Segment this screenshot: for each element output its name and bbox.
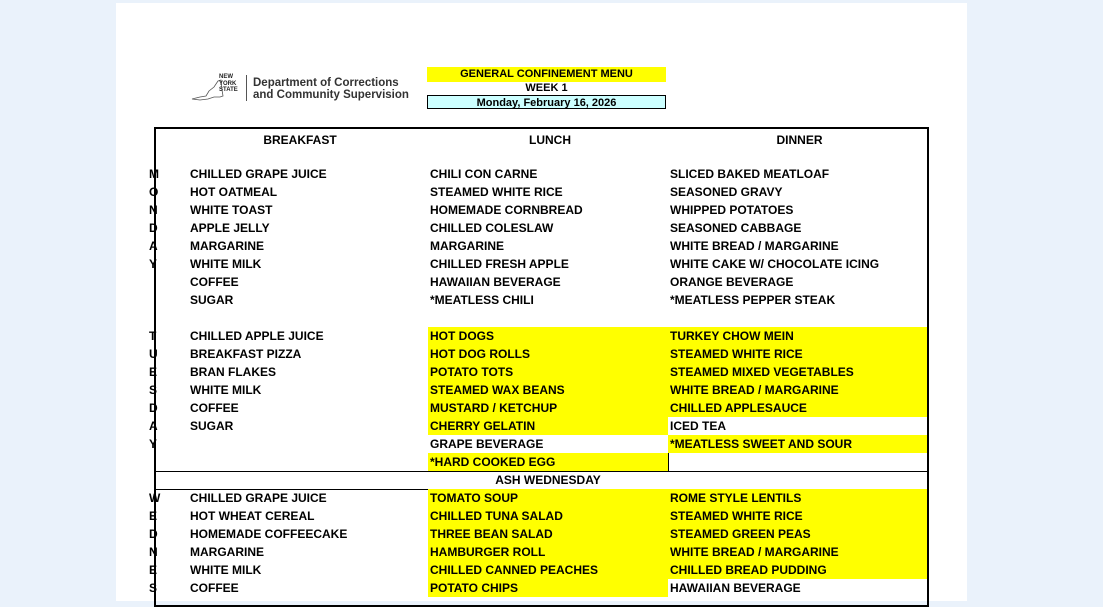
day-letter: E — [149, 365, 158, 379]
lunch-item: CHILI CON CARNE — [430, 167, 538, 181]
dinner-item: CHILLED BREAD PUDDING — [670, 563, 827, 577]
dinner-item: WHITE BREAD / MARGARINE — [670, 383, 839, 397]
day-letter: U — [149, 347, 158, 361]
day-letter: E — [149, 509, 158, 523]
lunch-item: POTATO CHIPS — [430, 581, 519, 595]
breakfast-item: WHITE TOAST — [190, 203, 273, 217]
lunch-item: TOMATO SOUP — [430, 491, 519, 505]
day-letter: S — [149, 383, 158, 397]
breakfast-item: WHITE MILK — [190, 563, 262, 577]
dinner-item: STEAMED WHITE RICE — [670, 347, 803, 361]
lunch-item: HAMBURGER ROLL — [430, 545, 546, 559]
breakfast-item: CHILLED APPLE JUICE — [190, 329, 324, 343]
lunch-item: *MEATLESS CHILI — [430, 293, 534, 307]
day-letter: A — [149, 239, 158, 253]
logo-state-text: NEW YORK STATE — [219, 74, 238, 93]
lunch-item: CHILLED COLESLAW — [430, 221, 554, 235]
lunch-item: CHILLED FRESH APPLE — [430, 257, 569, 271]
menu-table — [149, 127, 929, 607]
lunch-item: HAWAIIAN BEVERAGE — [430, 275, 561, 289]
breakfast-item: HOMEMADE COFFEECAKE — [190, 527, 348, 541]
dinner-item: STEAMED MIXED VEGETABLES — [670, 365, 854, 379]
breakfast-item: COFFEE — [190, 581, 239, 595]
dinner-item: SEASONED CABBAGE — [670, 221, 802, 235]
lunch-item: THREE BEAN SALAD — [430, 527, 553, 541]
breakfast-item: HOT WHEAT CEREAL — [190, 509, 315, 523]
dinner-item: CHILLED APPLESAUCE — [670, 401, 807, 415]
lunch-item: HOT DOGS — [430, 329, 495, 343]
dinner-item: WHIPPED POTATOES — [670, 203, 794, 217]
day-letter: W — [149, 491, 161, 505]
dinner-item: STEAMED WHITE RICE — [670, 509, 803, 523]
lunch-item: STEAMED WAX BEANS — [430, 383, 565, 397]
column-header-dinner: DINNER — [776, 133, 823, 147]
day-letter: D — [149, 527, 158, 541]
dinner-item: WHITE BREAD / MARGARINE — [670, 239, 839, 253]
dept-logo — [190, 73, 415, 107]
menu-date: Monday, February 16, 2026 — [427, 95, 666, 109]
breakfast-item: HOT OATMEAL — [190, 185, 278, 199]
breakfast-item: MARGARINE — [190, 239, 264, 253]
day-letter: T — [149, 329, 157, 343]
day-letter: N — [149, 203, 158, 217]
day-letter: M — [149, 167, 159, 181]
day-letter: N — [149, 545, 158, 559]
dinner-item: ICED TEA — [670, 419, 727, 433]
dinner-item: TURKEY CHOW MEIN — [670, 329, 794, 343]
dinner-item: SEASONED GRAVY — [670, 185, 783, 199]
dinner-item: STEAMED GREEN PEAS — [670, 527, 811, 541]
breakfast-item: WHITE MILK — [190, 383, 262, 397]
dinner-item: WHITE BREAD / MARGARINE — [670, 545, 839, 559]
lunch-item: MARGARINE — [430, 239, 504, 253]
dinner-item: WHITE CAKE W/ CHOCOLATE ICING — [670, 257, 880, 271]
lunch-item: STEAMED WHITE RICE — [430, 185, 563, 199]
day-letter: O — [149, 185, 159, 199]
day-letter: A — [149, 419, 158, 433]
dinner-item: ORANGE BEVERAGE — [670, 275, 794, 289]
breakfast-item: MARGARINE — [190, 545, 264, 559]
day-letter: S — [149, 581, 158, 595]
lunch-item: CHERRY GELATIN — [430, 419, 536, 433]
menu-title: GENERAL CONFINEMENT MENU — [427, 67, 666, 82]
lunch-item: HOMEMADE CORNBREAD — [430, 203, 583, 217]
column-header-breakfast: BREAKFAST — [263, 133, 337, 147]
breakfast-item: COFFEE — [190, 401, 239, 415]
divider-line — [668, 453, 669, 471]
breakfast-item: CHILLED GRAPE JUICE — [190, 167, 327, 181]
lunch-item: CHILLED CANNED PEACHES — [430, 563, 599, 577]
breakfast-item: SUGAR — [190, 293, 234, 307]
day-letter: Y — [149, 437, 158, 451]
breakfast-item: SUGAR — [190, 419, 234, 433]
day-letter: Y — [149, 257, 158, 271]
lunch-item: GRAPE BEVERAGE — [430, 437, 544, 451]
ash-wednesday-label: ASH WEDNESDAY — [495, 473, 601, 487]
breakfast-item: WHITE MILK — [190, 257, 262, 271]
lunch-item: HOT DOG ROLLS — [430, 347, 530, 361]
column-header-lunch: LUNCH — [529, 133, 571, 147]
lunch-item: POTATO TOTS — [430, 365, 514, 379]
logo-divider — [246, 75, 247, 101]
menu-title-block — [427, 67, 666, 109]
day-letter: D — [149, 401, 158, 415]
lunch-item: MUSTARD / KETCHUP — [430, 401, 558, 415]
lunch-item: CHILLED TUNA SALAD — [430, 509, 563, 523]
breakfast-item: COFFEE — [190, 275, 239, 289]
breakfast-item: CHILLED GRAPE JUICE — [190, 491, 327, 505]
breakfast-item: BRAN FLAKES — [190, 365, 276, 379]
week-label: WEEK 1 — [525, 82, 568, 94]
dinner-item: *MEATLESS PEPPER STEAK — [670, 293, 836, 307]
dinner-item: *MEATLESS SWEET AND SOUR — [670, 437, 853, 451]
breakfast-item: BREAKFAST PIZZA — [190, 347, 302, 361]
dinner-item: SLICED BAKED MEATLOAF — [670, 167, 830, 181]
day-letter: D — [149, 221, 158, 235]
dinner-item: ROME STYLE LENTILS — [670, 491, 802, 505]
day-letter: E — [149, 563, 158, 577]
dinner-item: HAWAIIAN BEVERAGE — [670, 581, 801, 595]
lunch-item: *HARD COOKED EGG — [430, 455, 556, 469]
breakfast-item: APPLE JELLY — [190, 221, 270, 235]
dept-name: Department of Corrections and Community Supervision — [253, 77, 409, 101]
